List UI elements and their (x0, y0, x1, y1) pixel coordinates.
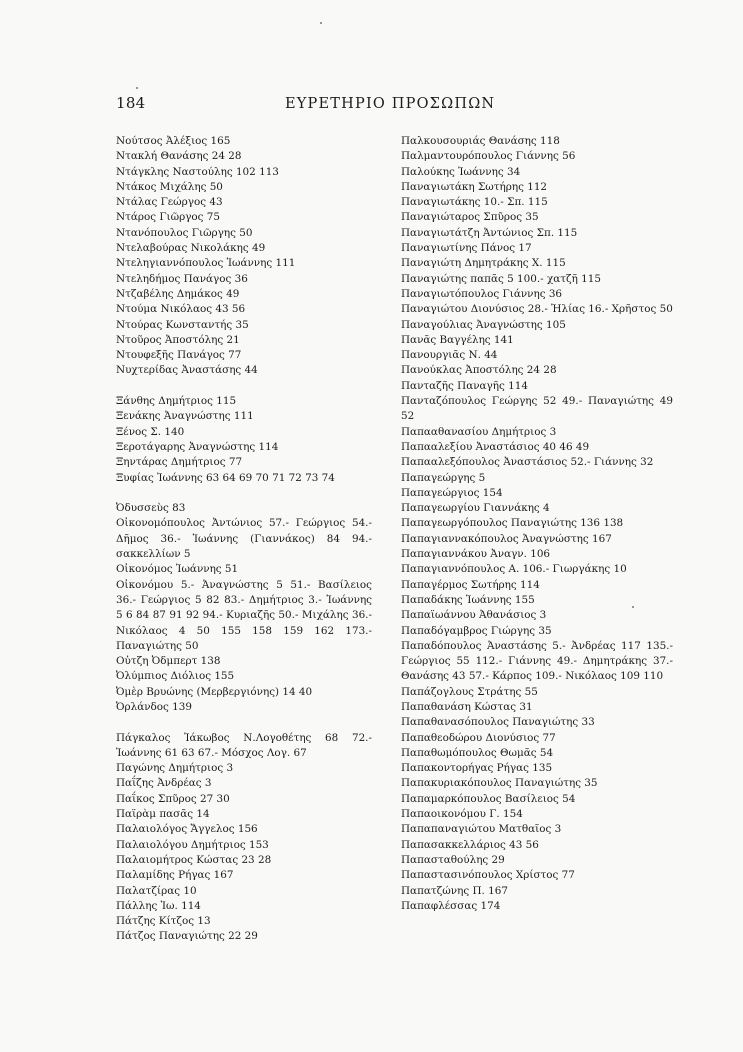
index-entry: Ντάκος Μιχάλης 50 (116, 180, 223, 193)
index-entry: Ὀρλάνδος 139 (116, 700, 193, 713)
index-entry: Ὀδυσσεὺς 83 (116, 502, 186, 515)
index-entry: Παπααθανασίου Δημήτριος 3 (401, 425, 557, 438)
index-entry: Παναγούλιας Ἀναγνώστης 105 (401, 318, 566, 331)
index-entry: Οἰκονόμου 5.- Ἀναγνώστης 5 51.- Βασίλειος 36.- Γεώργιος 5 82 83.- Δημήτριος 3.- Ἰωάννης 5 6 84 87 91 92 94.- Κυριαζῆς 50.- Μιχάλης 36.- Νικόλαος 4 50 155 158 159 162 173.- Παναγιώτης 50 (116, 578, 372, 652)
index-entry: Παπαστασινόπουλος Χρίστος 77 (401, 869, 575, 882)
index-entry: Παλαιολόγος Ἄγγελος 156 (116, 823, 258, 836)
index-entry: Παπαγεώργιος 154 (401, 486, 503, 499)
index-entry: Πανταζόπουλος Γεώργης 52 49.- Παναγιώτης 49 52 (401, 395, 673, 423)
scan-speck (136, 87, 138, 89)
index-entry: Οἰκονομόπουλος Ἀντώνιος 57.- Γεώργιος 54.- Δῆμος 36.- Ἰωάννης (Γιαννάκος) 84 94.- σακκελλίων 5 (116, 517, 372, 561)
index-entry: Παπαθανασόπουλος Παναγιώτης 33 (401, 716, 595, 729)
index-entry: Παπαθωμόπουλος Θωμᾶς 54 (401, 746, 554, 759)
index-column-left (116, 134, 372, 945)
index-entry: Οὐτζη Ὀδμπερτ 138 (116, 655, 221, 668)
index-entry: Ντοῦρος Ἀποστόλης 21 (116, 333, 240, 346)
index-entry: Παπαδόγαμβρος Γιώργης 35 (401, 624, 552, 637)
index-entry: Παναγιωτίνης Πάνος 17 (401, 242, 532, 255)
index-entry: Παπαοικονόμου Γ. 154 (401, 808, 523, 821)
index-entry: Παπακυριακόπουλος Παναγιώτης 35 (401, 777, 598, 790)
index-entry: Παλατζίρας 10 (116, 884, 197, 897)
index-entry: Πανταζῆς Παναγῆς 114 (401, 379, 528, 392)
index-entry: Παναγιωτάκη Σωτήρης 112 (401, 180, 548, 193)
index-entry: Παλαιομήτρος Κώστας 23 28 (116, 853, 272, 866)
index-entry: Πάλλης Ἰω. 114 (116, 899, 201, 912)
index-entry: Ντακλή Θανάσης 24 28 (116, 150, 242, 163)
index-entry: Παπαθεοδώρου Διονύσιος 77 (401, 731, 556, 744)
index-entry: Ντάγκλης Ναστούλης 102 113 (116, 165, 279, 178)
index-entry: Παπαπαναγιώτου Ματθαῖος 3 (401, 823, 562, 836)
index-entry: Ξάνθης Δημήτριος 115 (116, 395, 237, 408)
index-entry: Ξηντάρας Δημήτριος 77 (116, 456, 243, 469)
index-entry: Ντάλας Γεώργος 43 (116, 196, 223, 209)
index-entry: Πανούκλας Ἀποστόλης 24 28 (401, 364, 557, 377)
index-entry: Ντεληδήμος Πανάγος 36 (116, 272, 248, 285)
index-entry: Νούτσος Ἀλέξιος 165 (116, 135, 231, 147)
index-entry: Παπαδόπουλος Ἀναστάσης 5.- Ἀνδρέας 117 135.- Γεώργιος 55 112.- Γιάννης 49.- Δημητράκης 37.- Θανάσης 43 57.- Κάρπος 109.- Νικόλαος 109 110 (401, 639, 673, 683)
index-entry: Παπαγεώργης 5 (401, 471, 486, 484)
scan-speck (632, 606, 634, 608)
index-entry: Ντουφεξῆς Πανάγος 77 (116, 349, 242, 362)
index-entry: Οἰκονόμος Ἰωάννης 51 (116, 563, 239, 576)
index-entry: Παγώνης Δημήτριος 3 (116, 762, 234, 775)
index-entry: Παϊρὰμ πασᾶς 14 (116, 808, 210, 821)
index-entry: Παπαγιαννάκου Ἀναγν. 106 (401, 548, 551, 561)
index-entry: Παπαδάκης Ἰωάννης 155 (401, 593, 535, 606)
index-entry: Πάτζης Κίτζος 13 (116, 915, 211, 928)
index-entry: Ὀλύμπιος Διόλιος 155 (116, 670, 235, 683)
index-entry: Παΐζης Ἀνδρέας 3 (116, 777, 212, 790)
index-entry: Παπαϊωάννου Ἀθανάσιος 3 (401, 609, 547, 622)
index-entry: Ντζαβέλης Δημάκος 49 (116, 287, 240, 300)
index-column-right (401, 134, 673, 914)
index-entry: Παπαγέρμος Σωτήρης 114 (401, 578, 540, 591)
index-entry: Ντάρος Γιῶργος 75 (116, 211, 221, 224)
index-entry: Παπασακκελλάριος 43 56 (401, 838, 539, 851)
index-entry: Ὀμὲρ Βρυώνης (Μερβεργιόνης) 14 40 (116, 685, 313, 698)
index-entry: Παναγιωτάκης 10.- Σπ. 115 (401, 196, 548, 209)
index-entry: Πανουργιᾶς Ν. 44 (401, 349, 498, 362)
index-entry: Παπαθανάση Κώστας 31 (401, 700, 533, 713)
index-entry: Παπααλεξίου Ἀναστάσιος 40 46 49 (401, 440, 590, 453)
index-entry: Παπαγιαννόπουλος Α. 106.- Γιωργάκης 10 (401, 563, 627, 576)
index-entry: Ξένος Σ. 140 (116, 425, 185, 438)
index-entry: Ντούμα Νικόλαος 43 56 (116, 303, 246, 316)
scan-speck (320, 22, 322, 24)
index-entry: Παπαγεωργίου Γιαννάκης 4 (401, 502, 550, 515)
index-entry: Παλαμίδης Ρήγας 167 (116, 869, 234, 882)
index-entry: Ντούρας Κωνσταντής 35 (116, 318, 249, 331)
index-entry: Παναγιωτόπουλος Γιάννης 36 (401, 287, 563, 300)
index-entry: Παλούκης Ἰωάννης 34 (401, 165, 521, 178)
index-entry: Παναγιωτάτζη Ἀντώνιος Σπ. 115 (401, 226, 578, 239)
index-entry: Παναγιώτης παπᾶς 5 100.- χατζῆ 115 (401, 272, 601, 285)
index-entry: Παπάζογλους Στράτης 55 (401, 685, 538, 698)
index-entry: Παπαγεωργόπουλος Παναγιώτης 136 138 (401, 517, 624, 530)
index-entry: Παπαφλέσσας 174 (401, 899, 501, 912)
index-entry: Παπασταθούλης 29 (401, 853, 505, 866)
index-entry: Ξεροτάγαρης Ἀναγνώστης 114 (116, 440, 279, 453)
index-entry: Πάτζος Παναγιώτης 22 29 (116, 930, 258, 943)
index-entry: Ντανόπουλος Γιῶργης 50 (116, 226, 253, 239)
page-title: ΕΥΡΕΤΗΡΙΟ ΠΡΟΣΩΠΩΝ (285, 96, 496, 112)
index-entry: Παλκουσουριάς Θανάσης 118 (401, 135, 560, 147)
index-entry: Παναγιώτου Διονύσιος 28.- Ἠλίας 16.- Χρῆστος 50 (401, 303, 673, 316)
index-entry: Πανᾶς Βαγγέλης 141 (401, 333, 514, 346)
index-entry: Ξενάκης Ἀναγνώστης 111 (116, 410, 254, 423)
index-entry: Παπατζώνης Π. 167 (401, 884, 508, 897)
index-entry: Παπακοντορήγας Ρήγας 135 (401, 762, 553, 775)
index-entry: Παπαμαρκόπουλος Βασίλειος 54 (401, 792, 576, 805)
index-entry: Παΐκος Σπῦρος 27 30 (116, 792, 230, 805)
index-entry: Ντελαβούρας Νικολάκης 49 (116, 242, 266, 255)
index-entry: Παναγιώτη Δημητράκης Χ. 115 (401, 257, 566, 270)
index-entry: Νυχτερίδας Ἀναστάσης 44 (116, 364, 258, 377)
index-entry: Ντεληγιαννόπουλος Ἰωάννης 111 (116, 257, 296, 270)
page-number: 184 (116, 94, 146, 112)
index-entry: Παλαιολόγου Δημήτριος 153 (116, 838, 269, 851)
index-entry: Παπααλεξόπουλος Ἀναστάσιος 52.- Γιάννης 32 (401, 456, 654, 469)
index-entry: Παναγιώταρος Σπῦρος 35 (401, 211, 539, 224)
index-entry: Ξυφίας Ἰωάννης 63 64 69 70 71 72 73 74 (116, 471, 335, 484)
index-entry: Πάγκαλος Ἰάκωβος Ν.Λογοθέτης 68 72.- Ἰωάννης 61 63 67.- Μόσχος Λογ. 67 (116, 731, 372, 759)
index-entry: Παπαγιαννακόπουλος Ἀναγνώστης 167 (401, 532, 612, 545)
index-entry: Παλμαντουρόπουλος Γιάννης 56 (401, 150, 576, 163)
